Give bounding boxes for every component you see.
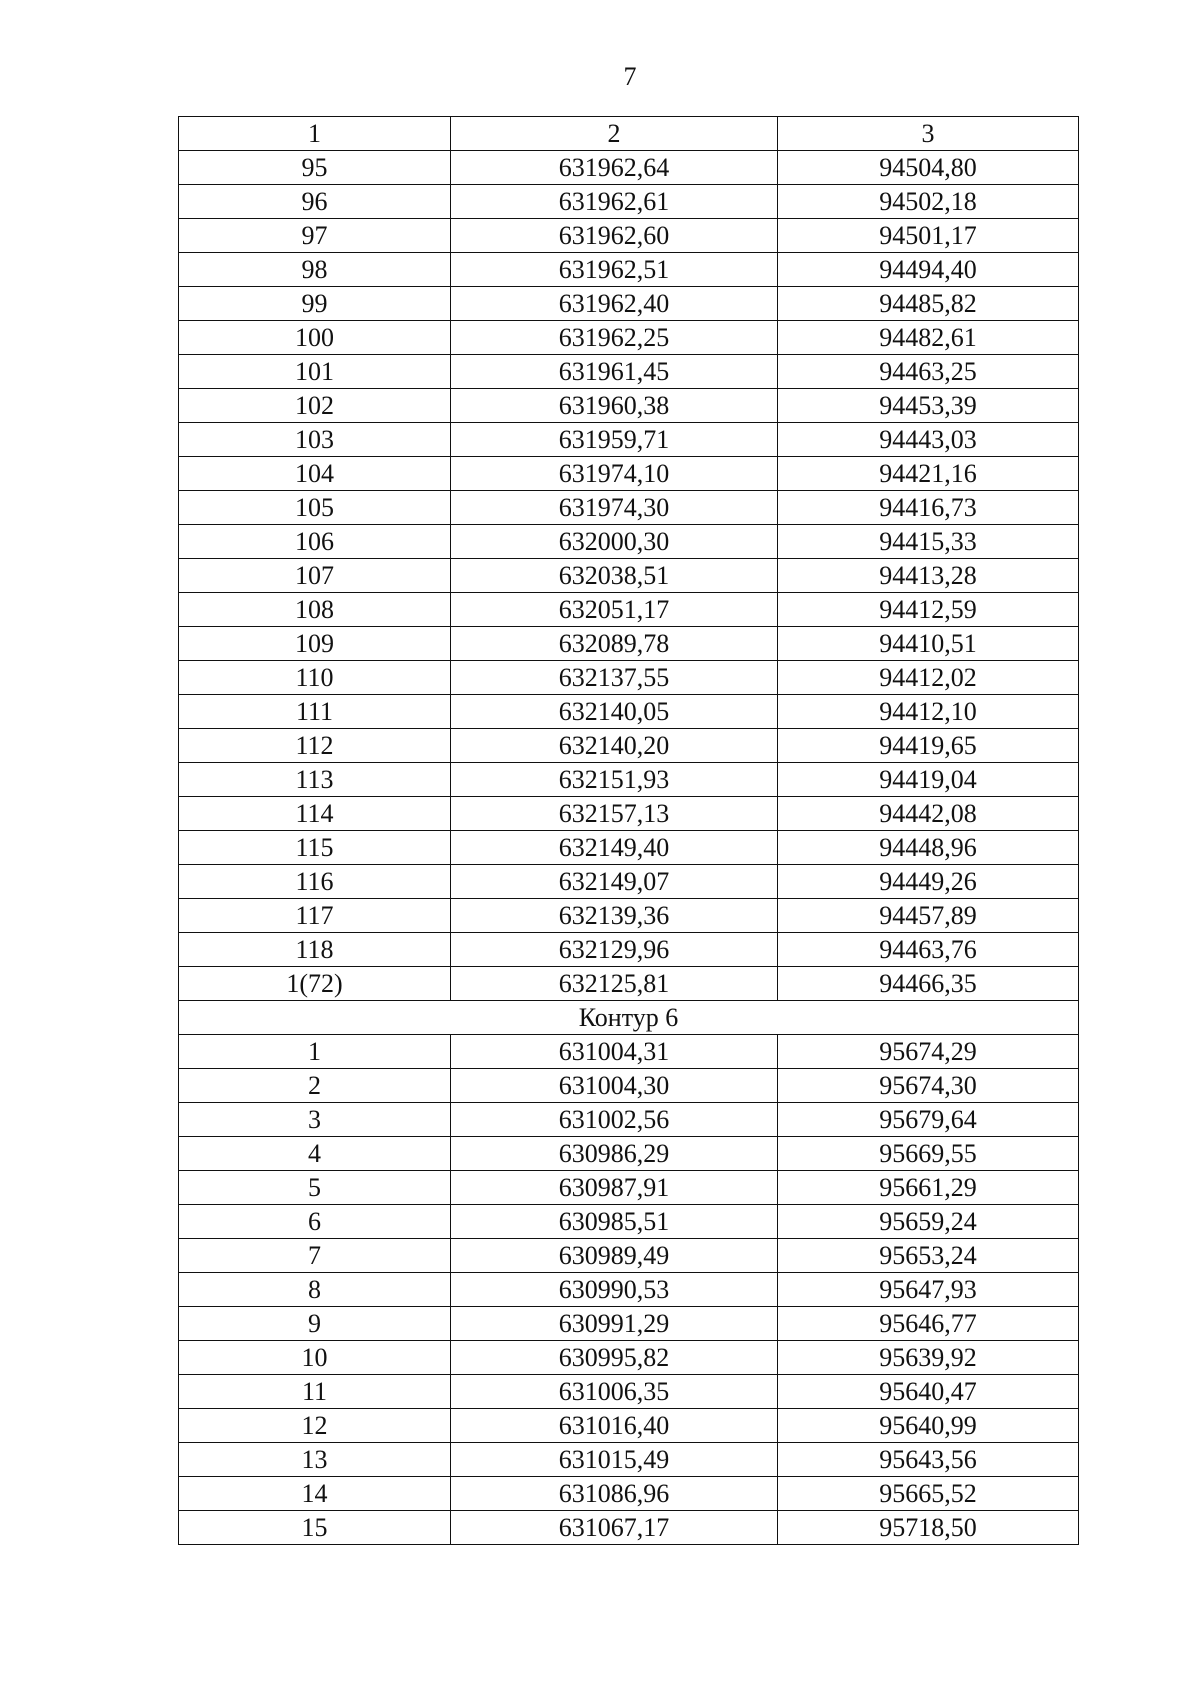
point-number-cell: 108 (179, 593, 451, 627)
x-coordinate-cell: 632129,96 (451, 933, 778, 967)
point-number-cell: 106 (179, 525, 451, 559)
y-coordinate-cell: 95640,99 (778, 1409, 1079, 1443)
table-row (179, 933, 1079, 967)
table-row (179, 593, 1079, 627)
point-number-cell: 1 (179, 1035, 451, 1069)
table-row (179, 763, 1079, 797)
table-row (179, 1069, 1079, 1103)
y-coordinate-cell: 95669,55 (778, 1137, 1079, 1171)
table-row (179, 1273, 1079, 1307)
point-number-cell: 109 (179, 627, 451, 661)
point-number-cell: 2 (179, 1069, 451, 1103)
point-number-cell: 118 (179, 933, 451, 967)
y-coordinate-cell: 94415,33 (778, 525, 1079, 559)
table-row (179, 1171, 1079, 1205)
x-coordinate-cell: 632157,13 (451, 797, 778, 831)
x-coordinate-cell: 631002,56 (451, 1103, 778, 1137)
y-coordinate-cell: 94463,76 (778, 933, 1079, 967)
y-coordinate-cell: 94466,35 (778, 967, 1079, 1001)
table-row (179, 627, 1079, 661)
y-coordinate-cell: 94412,10 (778, 695, 1079, 729)
y-coordinate-cell: 94419,65 (778, 729, 1079, 763)
y-coordinate-cell: 95674,30 (778, 1069, 1079, 1103)
point-number-cell: 116 (179, 865, 451, 899)
point-number-cell: 14 (179, 1477, 451, 1511)
x-coordinate-cell: 631960,38 (451, 389, 778, 423)
x-coordinate-cell: 631006,35 (451, 1375, 778, 1409)
point-number-cell: 107 (179, 559, 451, 593)
y-coordinate-cell: 94448,96 (778, 831, 1079, 865)
y-coordinate-cell: 94410,51 (778, 627, 1079, 661)
table-row (179, 1035, 1079, 1069)
section-title: Контур 6 (179, 1001, 1079, 1035)
table-row (179, 287, 1079, 321)
header-cell-point: 1 (179, 117, 451, 151)
table-row (179, 1511, 1079, 1545)
point-number-cell: 10 (179, 1341, 451, 1375)
y-coordinate-cell: 94482,61 (778, 321, 1079, 355)
point-number-cell: 102 (179, 389, 451, 423)
y-coordinate-cell: 95647,93 (778, 1273, 1079, 1307)
table-row (179, 253, 1079, 287)
point-number-cell: 9 (179, 1307, 451, 1341)
x-coordinate-cell: 631959,71 (451, 423, 778, 457)
table-row (179, 457, 1079, 491)
y-coordinate-cell: 94457,89 (778, 899, 1079, 933)
y-coordinate-cell: 95718,50 (778, 1511, 1079, 1545)
table-row (179, 661, 1079, 695)
x-coordinate-cell: 631974,30 (451, 491, 778, 525)
x-coordinate-cell: 631962,40 (451, 287, 778, 321)
y-coordinate-cell: 95661,29 (778, 1171, 1079, 1205)
point-number-cell: 103 (179, 423, 451, 457)
table-row (179, 899, 1079, 933)
page-number: 7 (623, 62, 637, 91)
table-row (179, 797, 1079, 831)
x-coordinate-cell: 632000,30 (451, 525, 778, 559)
x-coordinate-cell: 631962,60 (451, 219, 778, 253)
y-coordinate-cell: 94504,80 (778, 151, 1079, 185)
table-row (179, 831, 1079, 865)
x-coordinate-cell: 631015,49 (451, 1443, 778, 1477)
x-coordinate-cell: 632089,78 (451, 627, 778, 661)
coordinates-table (178, 116, 1079, 1545)
x-coordinate-cell: 631974,10 (451, 457, 778, 491)
table-row (179, 1239, 1079, 1273)
point-number-cell: 1(72) (179, 967, 451, 1001)
y-coordinate-cell: 95679,64 (778, 1103, 1079, 1137)
x-coordinate-cell: 631016,40 (451, 1409, 778, 1443)
point-number-cell: 3 (179, 1103, 451, 1137)
point-number-cell: 13 (179, 1443, 451, 1477)
point-number-cell: 111 (179, 695, 451, 729)
point-number-cell: 104 (179, 457, 451, 491)
point-number-cell: 5 (179, 1171, 451, 1205)
y-coordinate-cell: 94501,17 (778, 219, 1079, 253)
x-coordinate-cell: 632140,20 (451, 729, 778, 763)
x-coordinate-cell: 632137,55 (451, 661, 778, 695)
x-coordinate-cell: 631961,45 (451, 355, 778, 389)
point-number-cell: 114 (179, 797, 451, 831)
table-row (179, 1477, 1079, 1511)
x-coordinate-cell: 631962,61 (451, 185, 778, 219)
table-row (179, 1205, 1079, 1239)
y-coordinate-cell: 94453,39 (778, 389, 1079, 423)
x-coordinate-cell: 631004,31 (451, 1035, 778, 1069)
point-number-cell: 12 (179, 1409, 451, 1443)
x-coordinate-cell: 632140,05 (451, 695, 778, 729)
table-row (179, 151, 1079, 185)
x-coordinate-cell: 631067,17 (451, 1511, 778, 1545)
table-row (179, 559, 1079, 593)
x-coordinate-cell: 632149,07 (451, 865, 778, 899)
y-coordinate-cell: 94442,08 (778, 797, 1079, 831)
point-number-cell: 100 (179, 321, 451, 355)
table-row (179, 389, 1079, 423)
y-coordinate-cell: 95665,52 (778, 1477, 1079, 1511)
table-row (179, 729, 1079, 763)
point-number-cell: 96 (179, 185, 451, 219)
table-row (179, 525, 1079, 559)
x-coordinate-cell: 631962,51 (451, 253, 778, 287)
table-body (179, 117, 1079, 1545)
x-coordinate-cell: 630995,82 (451, 1341, 778, 1375)
x-coordinate-cell: 632151,93 (451, 763, 778, 797)
table-row (179, 1443, 1079, 1477)
point-number-cell: 11 (179, 1375, 451, 1409)
header-cell-y: 3 (778, 117, 1079, 151)
x-coordinate-cell: 632038,51 (451, 559, 778, 593)
x-coordinate-cell: 630986,29 (451, 1137, 778, 1171)
table-header-row (179, 117, 1079, 151)
table-row (179, 355, 1079, 389)
x-coordinate-cell: 630990,53 (451, 1273, 778, 1307)
point-number-cell: 105 (179, 491, 451, 525)
point-number-cell: 112 (179, 729, 451, 763)
x-coordinate-cell: 631962,25 (451, 321, 778, 355)
x-coordinate-cell: 630987,91 (451, 1171, 778, 1205)
table-row (179, 967, 1079, 1001)
table-row (179, 1375, 1079, 1409)
point-number-cell: 15 (179, 1511, 451, 1545)
section-row (179, 1001, 1079, 1035)
y-coordinate-cell: 95659,24 (778, 1205, 1079, 1239)
point-number-cell: 4 (179, 1137, 451, 1171)
point-number-cell: 7 (179, 1239, 451, 1273)
y-coordinate-cell: 94449,26 (778, 865, 1079, 899)
point-number-cell: 113 (179, 763, 451, 797)
y-coordinate-cell: 94413,28 (778, 559, 1079, 593)
y-coordinate-cell: 94421,16 (778, 457, 1079, 491)
point-number-cell: 6 (179, 1205, 451, 1239)
table-row (179, 423, 1079, 457)
y-coordinate-cell: 94419,04 (778, 763, 1079, 797)
x-coordinate-cell: 632149,40 (451, 831, 778, 865)
table-row (179, 185, 1079, 219)
x-coordinate-cell: 632139,36 (451, 899, 778, 933)
point-number-cell: 8 (179, 1273, 451, 1307)
table-row (179, 1409, 1079, 1443)
point-number-cell: 101 (179, 355, 451, 389)
table-row (179, 1137, 1079, 1171)
y-coordinate-cell: 94485,82 (778, 287, 1079, 321)
y-coordinate-cell: 94443,03 (778, 423, 1079, 457)
table-row (179, 1103, 1079, 1137)
point-number-cell: 97 (179, 219, 451, 253)
point-number-cell: 117 (179, 899, 451, 933)
x-coordinate-cell: 632125,81 (451, 967, 778, 1001)
y-coordinate-cell: 95639,92 (778, 1341, 1079, 1375)
y-coordinate-cell: 94416,73 (778, 491, 1079, 525)
table-row (179, 219, 1079, 253)
point-number-cell: 98 (179, 253, 451, 287)
y-coordinate-cell: 95646,77 (778, 1307, 1079, 1341)
x-coordinate-cell: 631086,96 (451, 1477, 778, 1511)
point-number-cell: 110 (179, 661, 451, 695)
y-coordinate-cell: 94412,02 (778, 661, 1079, 695)
y-coordinate-cell: 95674,29 (778, 1035, 1079, 1069)
x-coordinate-cell: 630989,49 (451, 1239, 778, 1273)
point-number-cell: 95 (179, 151, 451, 185)
y-coordinate-cell: 95640,47 (778, 1375, 1079, 1409)
header-cell-x: 2 (451, 117, 778, 151)
table-row (179, 1341, 1079, 1375)
y-coordinate-cell: 94502,18 (778, 185, 1079, 219)
table-row (179, 1307, 1079, 1341)
y-coordinate-cell: 95643,56 (778, 1443, 1079, 1477)
x-coordinate-cell: 631004,30 (451, 1069, 778, 1103)
table-row (179, 491, 1079, 525)
point-number-cell: 99 (179, 287, 451, 321)
y-coordinate-cell: 94494,40 (778, 253, 1079, 287)
x-coordinate-cell: 630985,51 (451, 1205, 778, 1239)
x-coordinate-cell: 631962,64 (451, 151, 778, 185)
y-coordinate-cell: 94463,25 (778, 355, 1079, 389)
table-row (179, 865, 1079, 899)
point-number-cell: 115 (179, 831, 451, 865)
x-coordinate-cell: 632051,17 (451, 593, 778, 627)
x-coordinate-cell: 630991,29 (451, 1307, 778, 1341)
y-coordinate-cell: 95653,24 (778, 1239, 1079, 1273)
y-coordinate-cell: 94412,59 (778, 593, 1079, 627)
table-row (179, 321, 1079, 355)
table-row (179, 695, 1079, 729)
